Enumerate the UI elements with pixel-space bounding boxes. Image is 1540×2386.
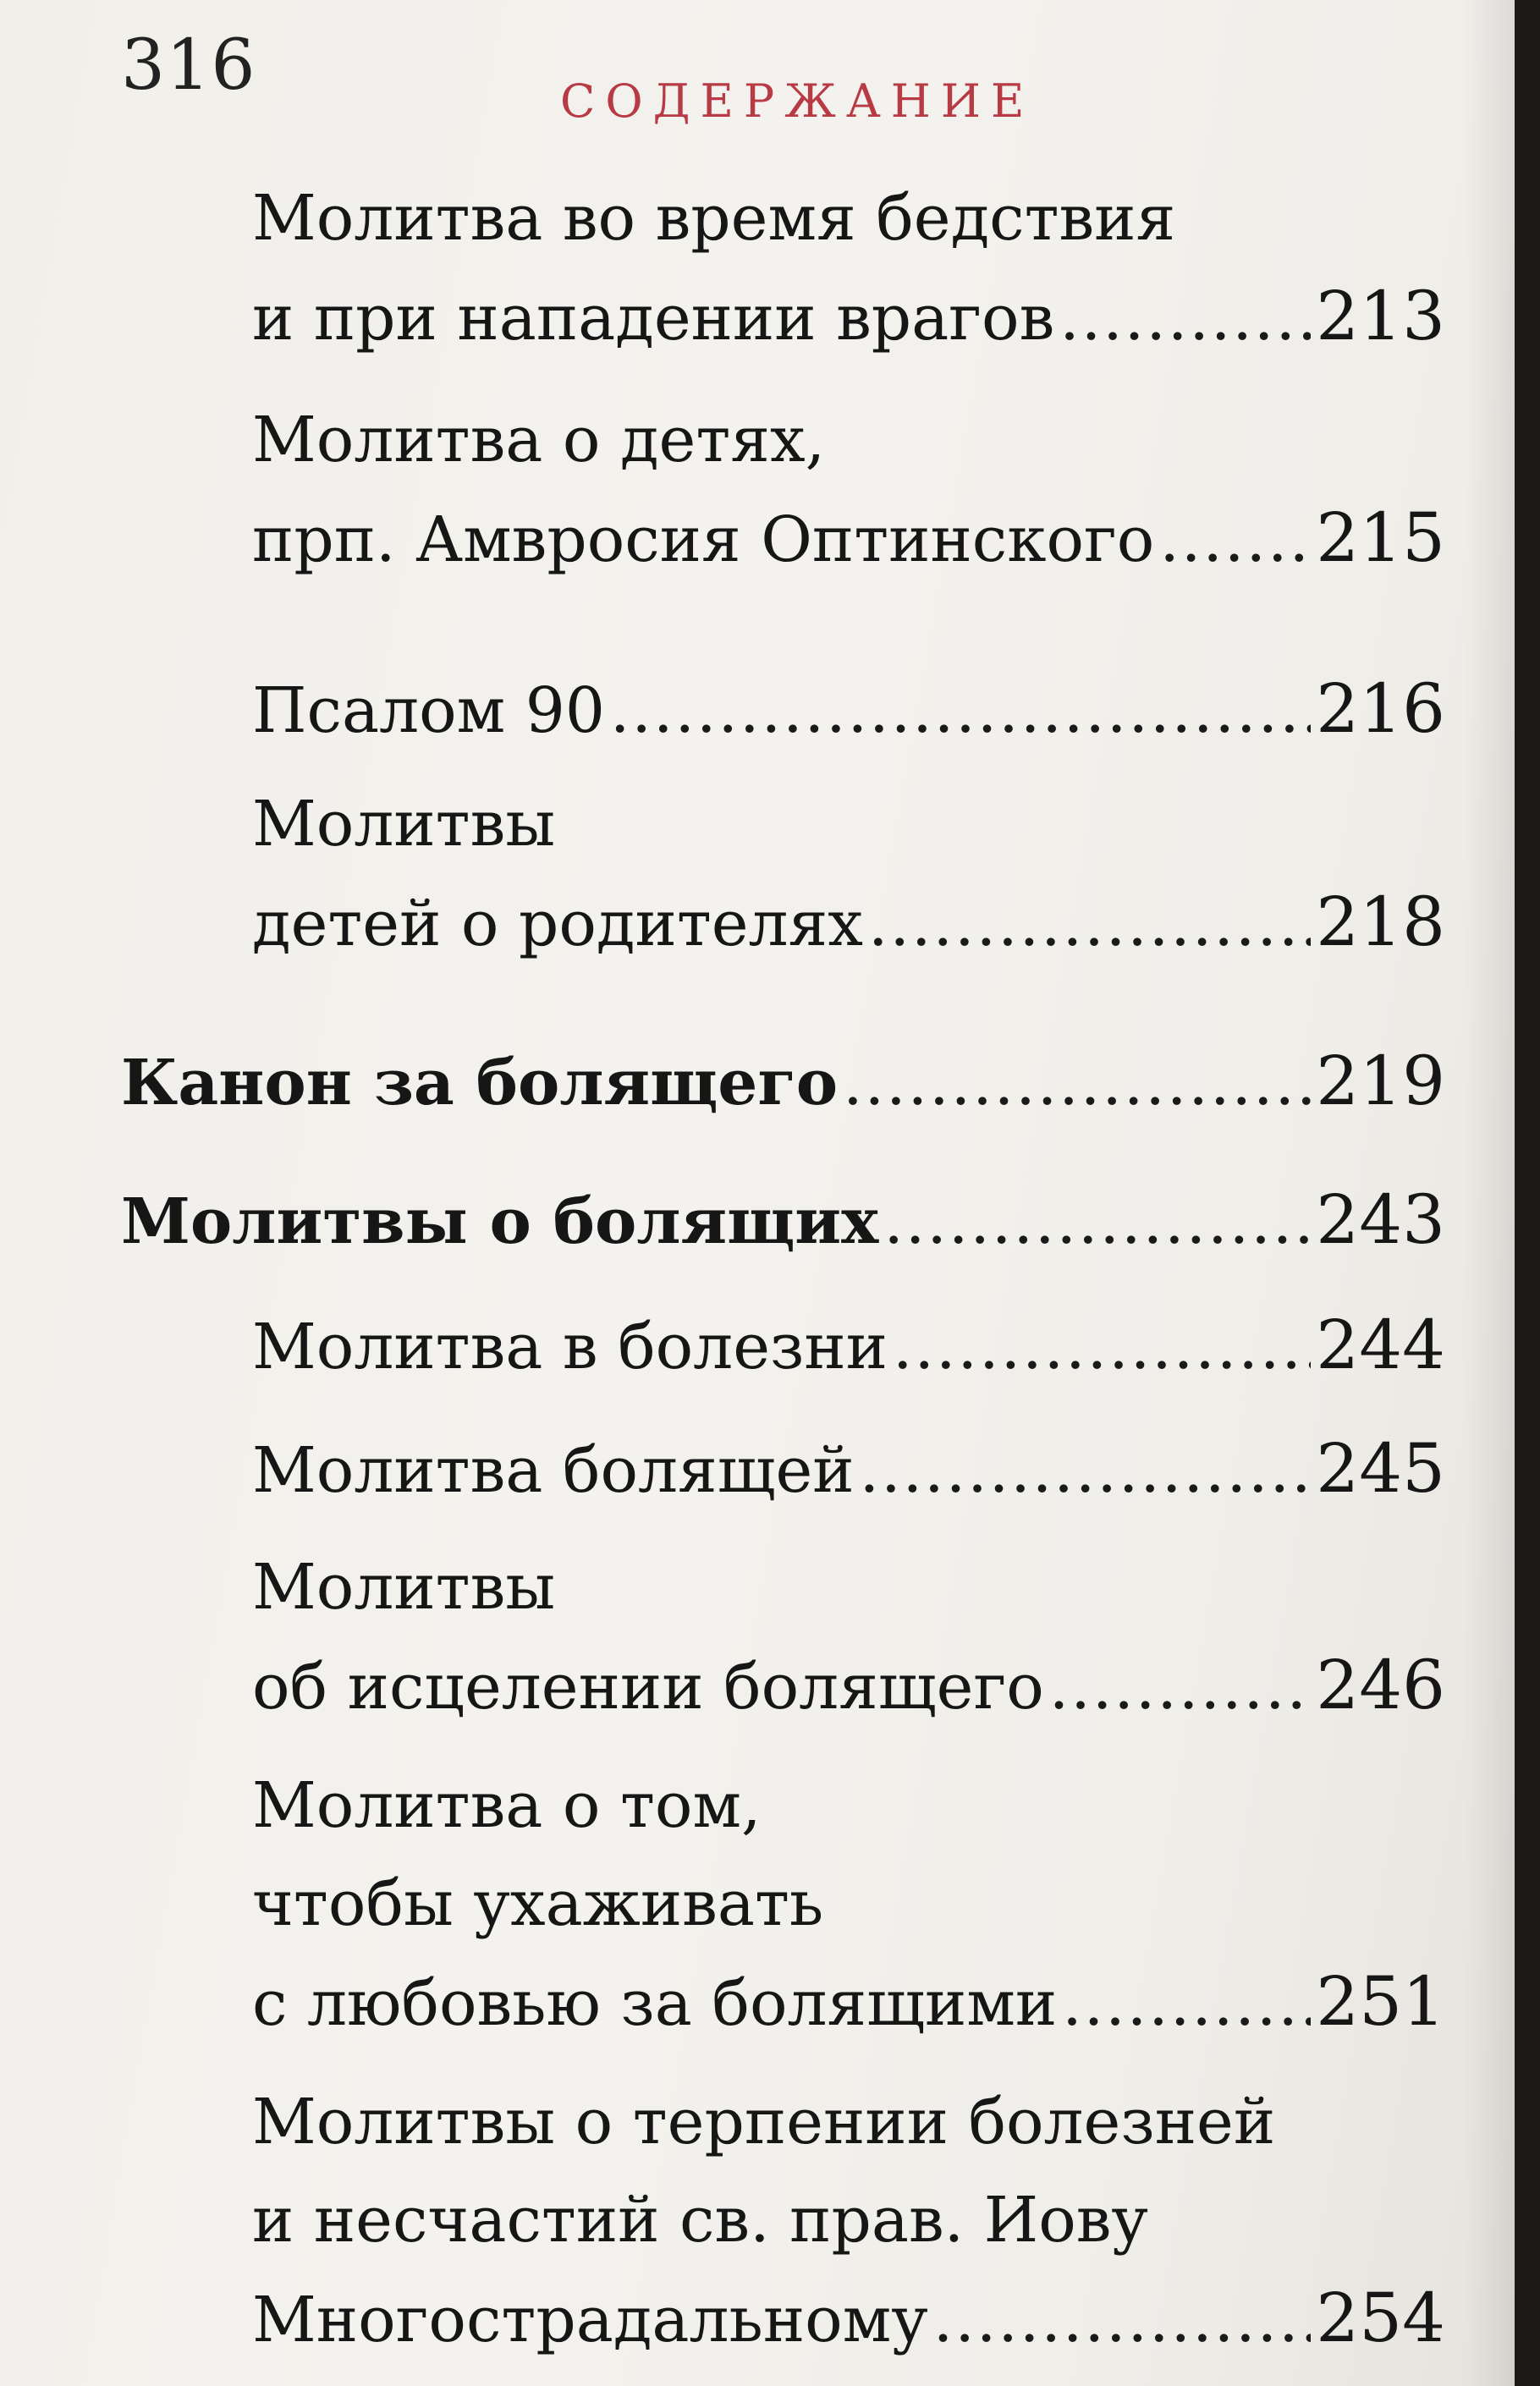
toc-entry[interactable] <box>252 660 1445 758</box>
toc-entry-line <box>252 1855 1445 1953</box>
toc-page-number: 215 <box>1316 498 1445 577</box>
toc-page-number: 219 <box>1316 1042 1445 1120</box>
toc-page-number: 213 <box>1316 277 1445 355</box>
toc-section[interactable] <box>121 1032 1445 1130</box>
toc-entry-text: Молитвы <box>252 1551 556 1624</box>
toc-entry-text: детей о родителях <box>252 888 863 960</box>
toc-entry[interactable] <box>252 169 1445 366</box>
toc-entry-line <box>252 1636 1445 1735</box>
toc-entry-line <box>252 489 1445 587</box>
toc-page-number: 245 <box>1316 1429 1445 1508</box>
toc-entry-text: Молитва о детях, <box>252 404 826 476</box>
dot-leader <box>893 1298 1311 1396</box>
dot-leader <box>1062 1954 1311 2053</box>
toc-entry[interactable] <box>252 2073 1445 2367</box>
toc-entry-line <box>252 1538 1445 1636</box>
dot-leader <box>1059 269 1311 367</box>
toc-entry-text: и несчастий св. прав. Иову <box>252 2184 1148 2257</box>
toc-entry[interactable] <box>252 1757 1445 2051</box>
toc-entry-text: Псалом 90 <box>252 674 605 747</box>
toc-entry-text: об исцелении болящего <box>252 1651 1044 1724</box>
toc-entry-text: Молитва о том, <box>252 1769 762 1842</box>
toc-entry-text: чтобы ухаживать <box>252 1867 824 1940</box>
toc-entry-line <box>252 267 1445 366</box>
dot-leader <box>1159 491 1311 589</box>
toc-page-number: 251 <box>1316 1962 1445 2041</box>
dot-leader <box>933 2271 1312 2369</box>
toc-entry-line <box>252 169 1445 267</box>
running-head: СОДЕРЖАНИЕ <box>560 74 1035 128</box>
toc-entry-text: Молитвы <box>252 788 556 860</box>
dot-leader <box>883 1173 1311 1271</box>
toc-entry-line <box>252 2073 1445 2171</box>
toc-entry-line <box>252 391 1445 489</box>
toc-entry-line <box>252 873 1445 971</box>
toc-page-number: 244 <box>1316 1306 1445 1384</box>
toc-entry-line <box>252 1953 1445 2051</box>
toc-entry-line <box>252 1757 1445 1855</box>
toc-entry-line <box>252 660 1445 758</box>
toc-page-number: 246 <box>1316 1646 1445 1724</box>
toc-entry-line <box>121 1171 1445 1269</box>
toc-section-title: Канон за болящего <box>121 1047 839 1119</box>
toc-entry-text: Молитва в болезни <box>252 1311 888 1383</box>
toc-entry[interactable] <box>252 1296 1445 1394</box>
toc-entry[interactable] <box>252 1538 1445 1735</box>
dot-leader <box>843 1034 1311 1132</box>
toc-entry-text: прп. Амвросия Оптинского <box>252 503 1155 576</box>
dot-leader <box>1049 1638 1312 1736</box>
toc-entry-line <box>252 775 1445 873</box>
toc-entry-text: и при нападении врагов <box>252 282 1055 355</box>
toc-entry-text: Молитва во время бедствия <box>252 182 1176 255</box>
page-number: 316 <box>121 25 256 106</box>
toc-entry-line <box>252 1296 1445 1394</box>
toc-entry-line <box>252 1420 1445 1518</box>
toc-entry[interactable] <box>252 775 1445 971</box>
toc-page-number: 218 <box>1316 882 1445 961</box>
dot-leader <box>860 1421 1312 1520</box>
toc-entry[interactable] <box>252 1420 1445 1518</box>
dot-leader <box>610 662 1311 760</box>
toc-entry-text: с любовью за болящими <box>252 1967 1058 2040</box>
toc-entry-text: Молитвы о терпении болезней <box>252 2086 1276 2158</box>
toc-section[interactable] <box>121 1171 1445 1269</box>
toc-entry-text: Молитва болящей <box>252 1434 855 1507</box>
toc-page-number: 243 <box>1316 1180 1445 1259</box>
toc-page-number: 254 <box>1316 2279 1445 2357</box>
toc-entry-line <box>121 1032 1445 1130</box>
dot-leader <box>868 875 1311 973</box>
toc-entry-line <box>252 2171 1445 2269</box>
toc-entry-text: Многострадальному <box>252 2284 928 2356</box>
toc-entry-line <box>252 2269 1445 2367</box>
toc-entry[interactable] <box>252 391 1445 587</box>
toc-page-number: 216 <box>1316 669 1445 748</box>
toc-section-title: Молитвы о болящих <box>121 1185 879 1258</box>
